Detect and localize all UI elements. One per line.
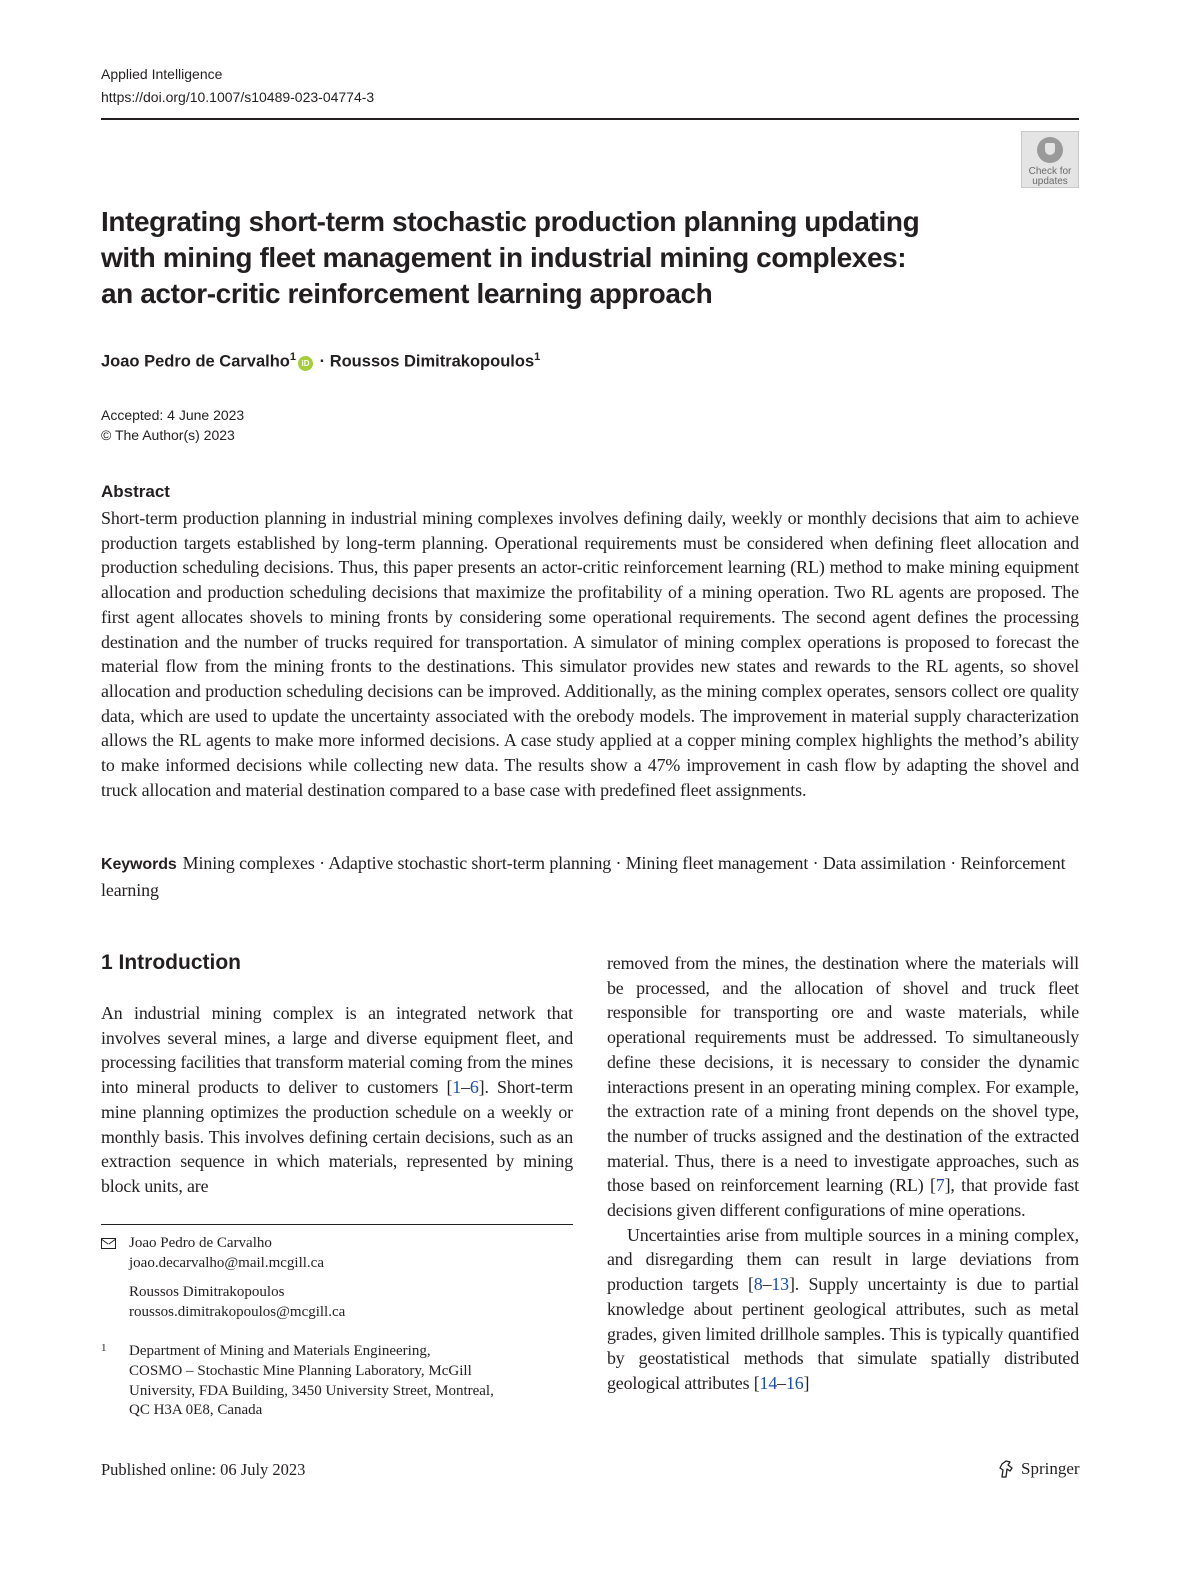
affiliation-footnote-marker: 1 [101, 1342, 107, 1355]
keywords-label: Keywords [101, 856, 177, 873]
footnote-rule [101, 1224, 573, 1225]
paper-title [101, 204, 1001, 312]
affiliation-line: University, FDA Building, 3450 University Street, Montreal, [129, 1382, 494, 1399]
footnote-author-email[interactable]: joao.decarvalho@mail.mcgill.ca [129, 1254, 324, 1271]
paragraph-text: Uncertainties arise from multiple sources in a mining complex, and disregarding them can result in large deviations from production targets [ [607, 1224, 1079, 1295]
paragraph-text: ]. Short-term mine planning optimizes the production schedule on a weekly or monthly basis. This involves defining certain decisions, such as an extraction sequence in which materials, represented by mining block units, are [101, 1077, 573, 1196]
journal-header [101, 63, 374, 109]
title-line-2: with mining fleet management in industrial mining complexes: [101, 242, 907, 273]
citation-link[interactable]: 8 [753, 1274, 763, 1295]
author-name[interactable]: Joao Pedro de Carvalho [101, 352, 290, 371]
orcid-icon[interactable]: iD [298, 356, 313, 371]
paragraph-text: ], that provide fast decisions given different configurations of mine operations. [607, 1175, 1079, 1221]
affiliation-marker: 1 [289, 351, 297, 363]
publisher-name: Springer [1021, 1459, 1080, 1478]
footnotes [101, 1234, 573, 1421]
affiliation-line: COSMO – Stochastic Mine Planning Laboratory, McGill [129, 1362, 472, 1379]
corresponding-author-note [101, 1234, 573, 1322]
citation-link[interactable]: 16 [785, 1372, 804, 1393]
publisher-logo[interactable] [996, 1458, 1080, 1480]
doi-link[interactable]: https://doi.org/10.1007/s10489-023-04774-3 [101, 89, 375, 105]
abstract-heading: Abstract [101, 482, 170, 501]
mail-icon [101, 1238, 116, 1249]
citation-link[interactable]: 1 [452, 1077, 462, 1098]
keywords-text: Mining complexes · Adaptive stochastic short-term planning · Mining fleet management · Data assimilation · Reinforcement learning [101, 853, 1066, 900]
footnote-author-name: Roussos Dimitrakopoulos [129, 1284, 285, 1301]
intro-paragraph-1 [101, 1001, 573, 1199]
paragraph-text: ] [803, 1372, 810, 1393]
check-for-updates-icon[interactable] [1021, 131, 1079, 188]
paragraph-text: removed from the mines, the destination where the materials will be processed, and the allocation of shovel and truck fleet responsible for transporting ore and waste materials, while operational requirements must be addressed. To simultaneously define these decisions, it is necessary to consider the dynamic interactions present in an operating mining complex. For example, the extraction rate of a mining front depends on the shovel type, the number of trucks assigned and the destination of the extracted material. Thus, there is a need to investigate approaches, such as those based on reinforcement learning (RL) [ [607, 953, 1079, 1196]
header-rule [101, 118, 1079, 120]
springer-horse-icon [996, 1459, 1016, 1479]
citation-link[interactable]: 13 [771, 1274, 789, 1295]
author-name[interactable]: Roussos Dimitrakopoulos [329, 352, 535, 371]
accepted-date: Accepted: 4 June 2023 [101, 407, 245, 423]
copyright-notice: © The Author(s) 2023 [101, 427, 235, 443]
article-dates [101, 405, 244, 445]
affiliation-line: Department of Mining and Materials Engineering, [129, 1343, 431, 1360]
affiliation-line: QC H3A 0E8, Canada [129, 1402, 263, 1419]
intro-paragraph-1-continued [607, 951, 1079, 1223]
intro-paragraph-2 [607, 1223, 1079, 1396]
check-updates-label: Check for updates [1028, 166, 1072, 187]
author-list [101, 345, 540, 374]
check-updates-badge [1037, 137, 1063, 163]
section-heading-introduction: 1 Introduction [101, 951, 241, 974]
citation-dash: – [777, 1372, 786, 1393]
right-column [607, 951, 1079, 1396]
journal-name: Applied Intelligence [101, 66, 223, 82]
title-line-3: an actor-critic reinforcement learning approach [101, 278, 713, 309]
abstract-body: Short-term production planning in industrial mining complexes involves defining daily, weekly or monthly decisions that aim to achieve production targets established by long-term planning. Operational requirements must be considered when defining fleet allocation and production scheduling decisions. Thus, this paper presents an actor-critic reinforcement learning (RL) method to make mining equipment allocation and production scheduling decisions that maximize the profitability of a mining operation. Two RL agents are proposed. The first agent allocates shovels to mining fronts by considering some operational requirements. The second agent defines the processing destination and the number of trucks required for transportation. A simulator of mining complex operations is proposed to forecast the material flow from the mining fronts to the destinations. This simulator provides new states and rewards to the RL agents, so shovel allocation and production scheduling decisions can be improved. Additionally, as the mining complex operates, sensors collect ore quality data, which are used to update the uncertainty associated with the orebody models. The improvement in material supply characterization allows the RL agents to make more informed decisions. A case study applied at a copper mining complex highlights the method’s ability to make informed decisions while collecting new data. The results show a 47% improvement in cash flow by adapting the shovel and truck allocation and material destination compared to a base case with predefined fleet assignments. [101, 508, 1079, 800]
title-line-1: Integrating short-term stochastic production planning updating [101, 206, 920, 237]
citation-link[interactable]: 7 [935, 1175, 945, 1196]
affiliation-marker: 1 [534, 351, 541, 363]
keywords [101, 851, 1079, 902]
footnote-author-name: Joao Pedro de Carvalho [129, 1235, 272, 1251]
citation-link[interactable]: 14 [759, 1372, 778, 1393]
affiliation-note [101, 1342, 573, 1420]
citation-dash: – [461, 1077, 470, 1098]
author-separator: · [315, 352, 330, 371]
published-date: Published online: 06 July 2023 [101, 1460, 306, 1479]
citation-dash: – [762, 1274, 772, 1295]
paragraph-text: An industrial mining complex is an integrated network that involves several mines, a large and diverse equipment fleet, and processing facilities that transform material coming from the mines into mineral products to deliver to customers [ [101, 1003, 573, 1098]
citation-link[interactable]: 6 [469, 1077, 479, 1098]
paragraph-text: ]. Supply uncertainty is due to partial knowledge about pertinent geological attributes, such as metal grades, given limited drillhole samples. This is typically quantified by geostatistical methods that simulate spatially distributed geological attributes [ [607, 1274, 1079, 1393]
footnote-author-email[interactable]: roussos.dimitrakopoulos@mcgill.ca [129, 1303, 346, 1320]
